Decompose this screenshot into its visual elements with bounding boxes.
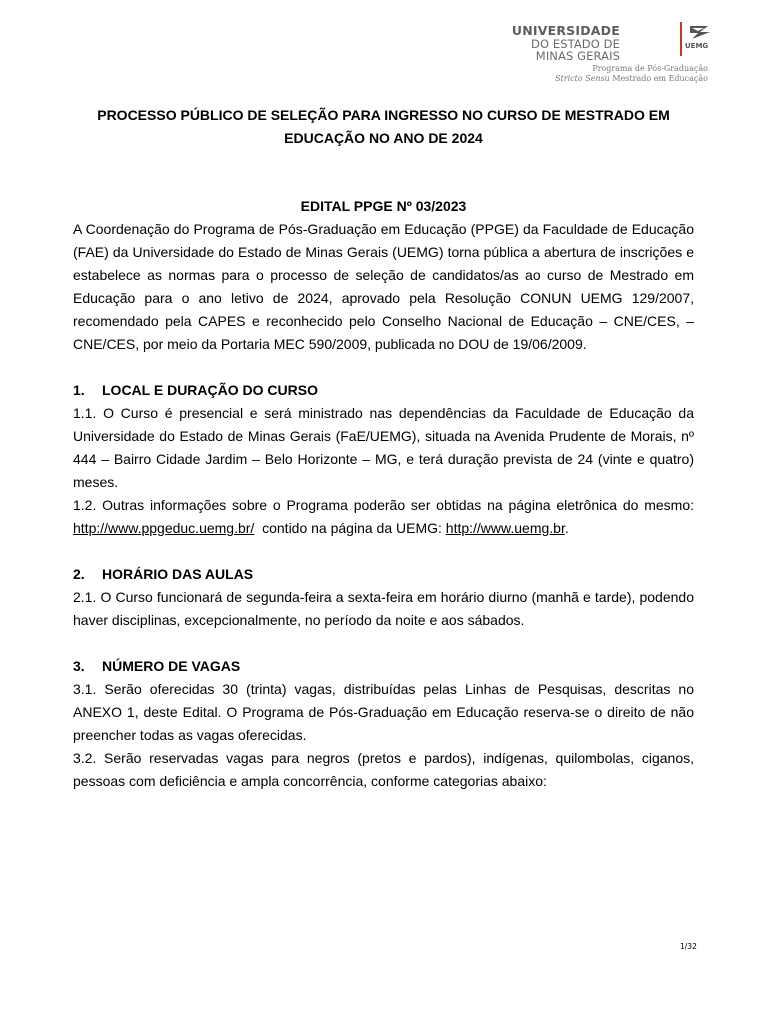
paragraph-1-1: 1.1. O Curso é presencial e será ministrado nas dependências da Faculdade de Educação da Universidade do Estado de Minas Gerais (FaE/UEMG), situada na Avenida Prudente de Morais, nº 444 – Bairro Cidade Jardim – Belo Horizonte – MG, e terá duração prevista de 24 (vinte e quatro) meses.	[73, 405, 694, 490]
section-3-heading	[73, 655, 694, 678]
section-2-number: 2.	[73, 566, 85, 582]
section-1-heading	[73, 379, 694, 402]
program-name-line2	[555, 74, 708, 84]
edital-number: EDITAL PPGE Nº 03/2023	[300, 198, 467, 214]
program-name-line1: Programa de Pós-Graduação	[592, 64, 708, 73]
university-name-line1: UNIVERSIDADE	[511, 23, 620, 38]
program-name	[555, 64, 708, 84]
section-3-title: NÚMERO DE VAGAS	[102, 658, 241, 674]
program-stricto-sensu: Stricto Sensu	[555, 74, 610, 83]
logo-caption: UEMG	[685, 42, 709, 50]
paragraph-3-1: 3.1. Serão oferecidas 30 (trinta) vagas, distribuídas pelas Linhas de Pesquisas, descritas no ANEXO 1, deste Edital. O Programa de Pós-Graduação em Educação reserva-se o direito de não preencher todas as vagas oferecidas.	[73, 681, 694, 743]
uemg-link[interactable]: http://www.uemg.br	[445, 520, 565, 536]
intro-paragraph: A Coordenação do Programa de Pós-Graduação em Educação (PPGE) da Faculdade de Educação (FAE) da Universidade do Estado de Minas Gerais (UEMG) torna pública a abertura de inscrições e estabelece as normas para o processo de seleção de candidatos/as ao curso de Mestrado em Educação para o ano letivo de 2024, aprovado pela Resolução CONUN UEMG 129/2007, recomendado pela CAPES e reconhecido pelo Conselho Nacional de Educação – CNE/CES, – CNE/CES, por meio da Portaria MEC 590/2009, publicada no DOU de 19/06/2009.	[73, 221, 694, 352]
university-name	[508, 24, 620, 63]
section-2-title: HORÁRIO DAS AULAS	[102, 566, 254, 582]
paragraph-1-2	[73, 494, 694, 540]
section-1-number: 1.	[73, 382, 85, 398]
paragraph-1-2-middle: contido na página da UEMG:	[254, 520, 446, 536]
header-divider	[680, 22, 682, 56]
document-title: PROCESSO PÚBLICO DE SELEÇÃO PARA INGRESSO NO CURSO DE MESTRADO EM EDUCAÇÃO NO ANO DE 2024	[97, 107, 670, 146]
program-name-line2-rest: Mestrado em Educação	[609, 74, 708, 83]
uemg-logo-icon	[686, 22, 714, 58]
university-name-line2: DO ESTADO DE MINAS GERAIS	[530, 36, 620, 64]
paragraph-1-2-suffix: .	[564, 520, 569, 536]
document-body	[73, 104, 694, 793]
page-number: 1/32	[680, 942, 697, 951]
section-3-number: 3.	[73, 658, 85, 674]
document-header	[508, 20, 708, 90]
paragraph-1-2-prefix: 1.2. Outras informações sobre o Programa poderão ser obtidas na página eletrônica do mesmo:	[73, 497, 694, 513]
section-2-heading	[73, 563, 694, 586]
paragraph-3-2: 3.2. Serão reservadas vagas para negros (pretos e pardos), indígenas, quilombolas, ciganos, pessoas com deficiência e ampla concorrência, conforme categorias abaixo:	[73, 750, 694, 789]
paragraph-2-1: 2.1. O Curso funcionará de segunda-feira a sexta-feira em horário diurno (manhã e tarde), podendo haver disciplinas, excepcionalmente, no período da noite e aos sábados.	[73, 589, 694, 628]
ppgeduc-link[interactable]: http://www.ppgeduc.uemg.br/	[73, 520, 255, 536]
section-1-title: LOCAL E DURAÇÃO DO CURSO	[102, 382, 318, 398]
